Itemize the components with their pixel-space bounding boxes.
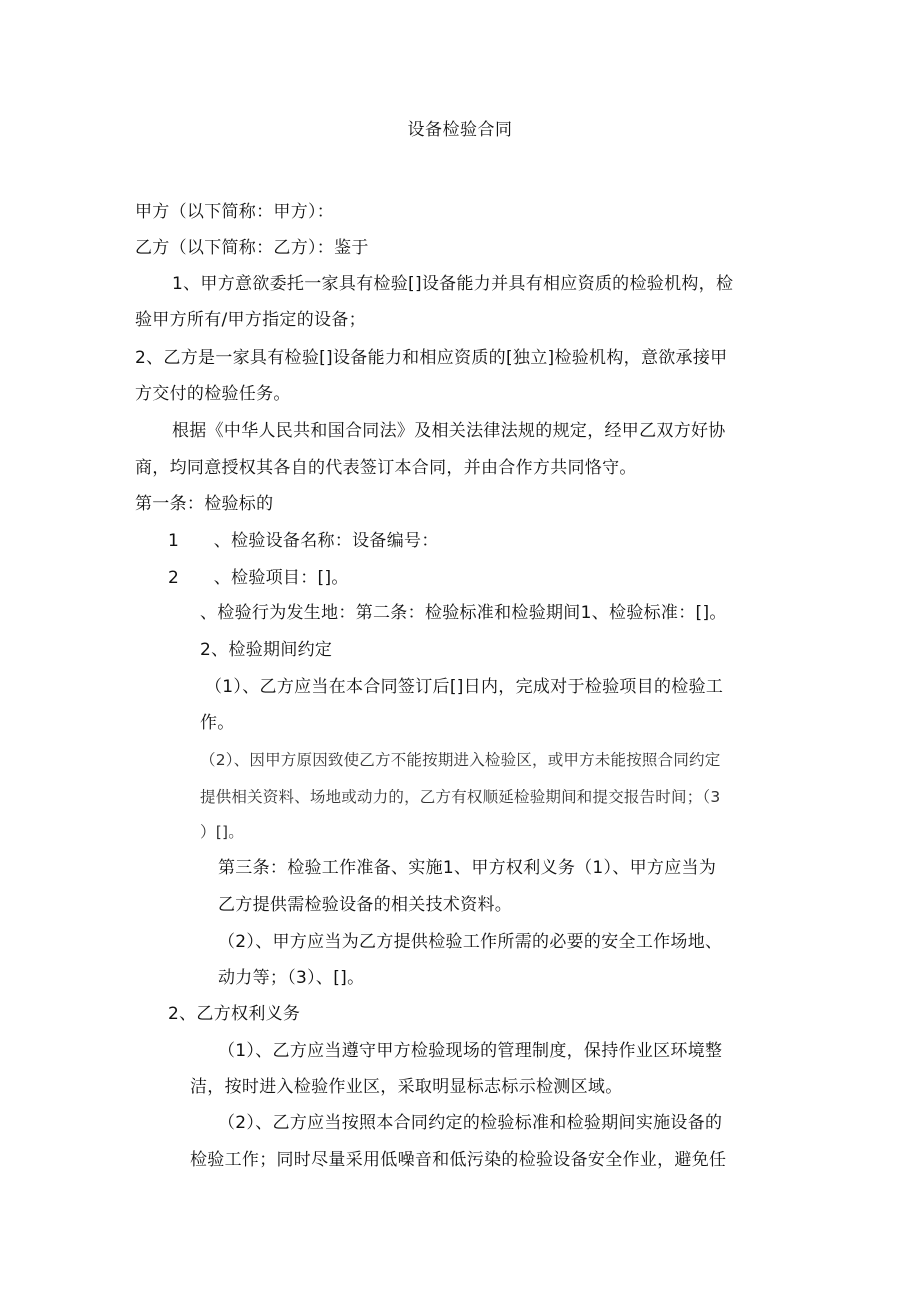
party-b-duty-2-line-1: （2）、乙方应当按照本合同约定的检验标准和检验期间实施设备的 [218,1113,723,1133]
basis-line-1: 根据《中华人民共和国合同法》及相关法律法规的规定，经甲乙双方好协 [172,421,726,441]
period-clause-2-line-2: 提供相关资料、场地或动力的，乙方有权顺延检验期间和提交报告时间；（3 [200,788,721,806]
party-b-line: 乙方（以下简称：乙方）：鉴于 [135,238,369,258]
basis-line-2: 商，均同意授权其各自的代表签订本合同，并由合作方共同恪守。 [135,458,637,478]
period-clause-1-line-2: 作。 [200,713,235,733]
period-clause-2-line-1: （2）、因甲方原因致使乙方不能按期进入检验区，或甲方未能按照合同约定 [200,751,721,769]
recital-1-line-1: 1、甲方意欲委托一家具有检验[]设备能力并具有相应资质的检验机构，检 [172,274,734,294]
party-b-duty-2-line-2: 检验工作；同时尽量采用低噪音和低污染的检验设备安全作业，避免任 [190,1150,727,1170]
article-1-heading: 第一条：检验标的 [135,494,274,514]
inspection-period-heading: 2、检验期间约定 [200,640,333,660]
article-1-item-1: 1 、检验设备名称：设备编号： [168,531,439,551]
party-b-duty-1-line-2: 洁，按时进入检验作业区，采取明显标志标示检测区域。 [190,1077,623,1097]
article-1-item-3: 、检验行为发生地：第二条：检验标准和检验期间1、检验标准：[]。 [200,603,727,623]
article-1-item-2: 2 、检验项目：[]。 [168,568,349,588]
party-b-rights-heading: 2、乙方权利义务 [168,1004,301,1024]
recital-1-line-2: 验甲方所有/甲方指定的设备； [135,310,366,330]
period-clause-1-line-1: （1）、乙方应当在本合同签订后[]日内，完成对于检验项目的检验工 [205,677,724,697]
document-title: 设备检验合同 [407,120,513,140]
article-3-line-1: 第三条：检验工作准备、实施1、甲方权利义务（1）、甲方应当为 [218,858,717,878]
party-b-duty-1-line-1: （1）、乙方应当遵守甲方检验现场的管理制度，保持作业区环境整 [218,1041,723,1061]
party-a-duty-2-line-1: （2）、甲方应当为乙方提供检验工作所需的必要的安全工作场地、 [218,932,723,952]
recital-2-line-1: 2、乙方是一家具有检验[]设备能力和相应资质的[独立]检验机构，意欲承接甲 [135,348,728,368]
party-a-line: 甲方（以下简称：甲方）： [135,202,335,222]
period-clause-3: ）[]。 [200,823,244,841]
article-3-line-2: 乙方提供需检验设备的相关技术资料。 [218,895,513,915]
party-a-duty-2-line-2: 动力等；（3）、[]。 [218,968,365,988]
recital-2-line-2: 方交付的检验任务。 [135,384,291,404]
